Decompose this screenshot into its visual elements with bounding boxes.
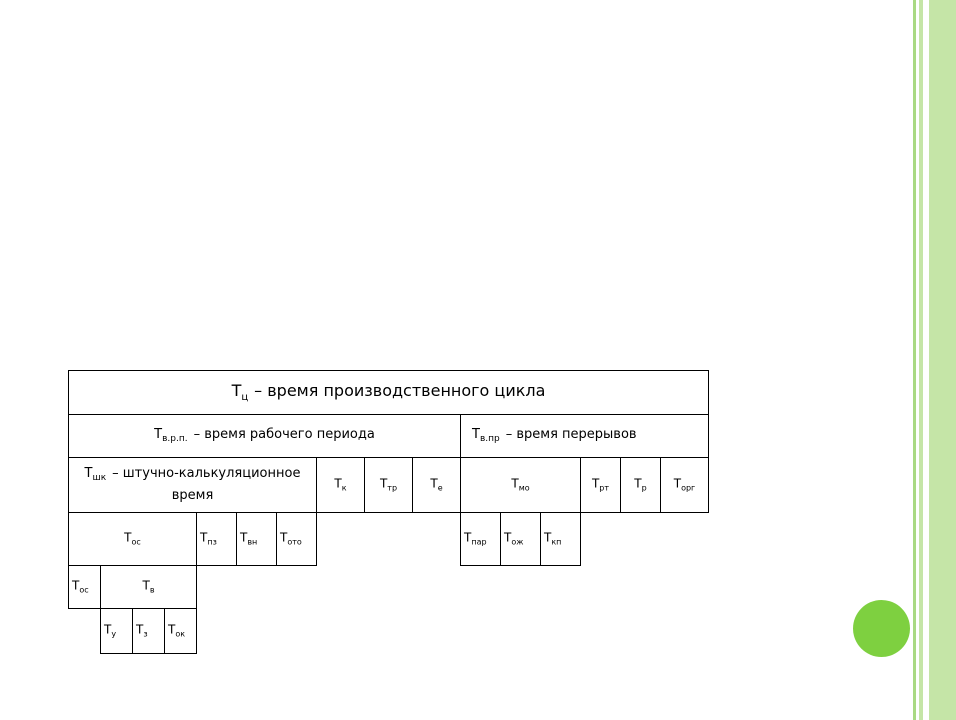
t-kp-cell xyxy=(540,512,581,566)
symbol: Т xyxy=(104,622,112,637)
symbol: Т xyxy=(334,476,342,491)
cycle-time-label: – время производственного цикла xyxy=(254,380,546,400)
symbol: Т xyxy=(591,476,600,491)
symbol: Т xyxy=(430,476,438,491)
t-os-cell xyxy=(68,512,197,566)
symbol: Т xyxy=(673,476,682,491)
t-ok-cell xyxy=(164,608,197,654)
breaks-label: – время перерывов xyxy=(505,427,637,442)
t-mo-cell xyxy=(460,457,581,513)
symbol: Т xyxy=(154,427,163,442)
subscript: у xyxy=(111,629,117,639)
subscript: к xyxy=(341,483,347,493)
subscript: в.пр xyxy=(479,434,500,444)
subscript: тр xyxy=(387,483,398,493)
subscript: ок xyxy=(175,629,186,639)
subscript: р xyxy=(641,483,647,493)
symbol: Т xyxy=(511,476,519,491)
subscript: ож xyxy=(511,537,524,547)
subscript: ц xyxy=(241,391,249,403)
t-k-cell xyxy=(316,457,365,513)
cycle-time-cell xyxy=(68,370,709,415)
t-tr-cell xyxy=(364,457,413,513)
subscript: ос xyxy=(131,537,141,547)
t-vn-cell xyxy=(236,512,277,566)
work-period-cell xyxy=(68,414,461,458)
piece-calc-cell xyxy=(68,457,317,513)
decor-stripe-thin xyxy=(913,0,916,720)
subscript: пз xyxy=(207,537,217,547)
t-e-cell xyxy=(412,457,461,513)
t-org-cell xyxy=(660,457,709,513)
symbol: Т xyxy=(464,530,472,545)
t-r-cell xyxy=(620,457,661,513)
piece-calc-label: – штучно-калькуляционное время xyxy=(112,465,301,503)
subscript: орг xyxy=(681,483,696,493)
subscript: вн xyxy=(247,537,258,547)
symbol: Т xyxy=(280,530,288,545)
subscript: в.р.п. xyxy=(162,434,188,444)
t-os-sub-cell xyxy=(68,565,101,609)
decor-stripe-mid xyxy=(919,0,923,720)
t-ozh-cell xyxy=(500,512,541,566)
decor-circle xyxy=(853,600,910,657)
symbol: Т xyxy=(231,380,242,400)
subscript: рт xyxy=(599,483,610,493)
subscript: ото xyxy=(287,537,302,547)
t-v-cell xyxy=(100,565,197,609)
symbol: Т xyxy=(72,578,80,593)
subscript: пар xyxy=(471,537,487,547)
t-par-cell xyxy=(460,512,501,566)
t-oto-cell xyxy=(276,512,317,566)
subscript: мо xyxy=(518,483,530,493)
decor-stripe-wide xyxy=(929,0,956,720)
symbol: Т xyxy=(168,622,176,637)
symbol: Т xyxy=(504,530,512,545)
symbol: Т xyxy=(634,476,642,491)
t-rt-cell xyxy=(580,457,621,513)
symbol: Т xyxy=(124,530,132,545)
breaks-cell xyxy=(460,414,709,458)
symbol: Т xyxy=(379,476,388,491)
symbol: Т xyxy=(544,530,552,545)
t-z-cell xyxy=(132,608,165,654)
subscript: ос xyxy=(79,585,89,595)
t-u-cell xyxy=(100,608,133,654)
symbol: Т xyxy=(240,530,248,545)
subscript: шк xyxy=(92,472,107,483)
subscript: з xyxy=(143,629,148,639)
symbol: Т xyxy=(84,465,93,481)
symbol: Т xyxy=(142,578,150,593)
symbol: Т xyxy=(136,622,144,637)
work-period-label: – время рабочего периода xyxy=(193,427,375,442)
symbol: Т xyxy=(200,530,208,545)
t-pz-cell xyxy=(196,512,237,566)
subscript: кп xyxy=(551,537,562,547)
subscript: е xyxy=(437,483,443,493)
subscript: в xyxy=(149,585,155,595)
symbol: Т xyxy=(472,427,480,442)
